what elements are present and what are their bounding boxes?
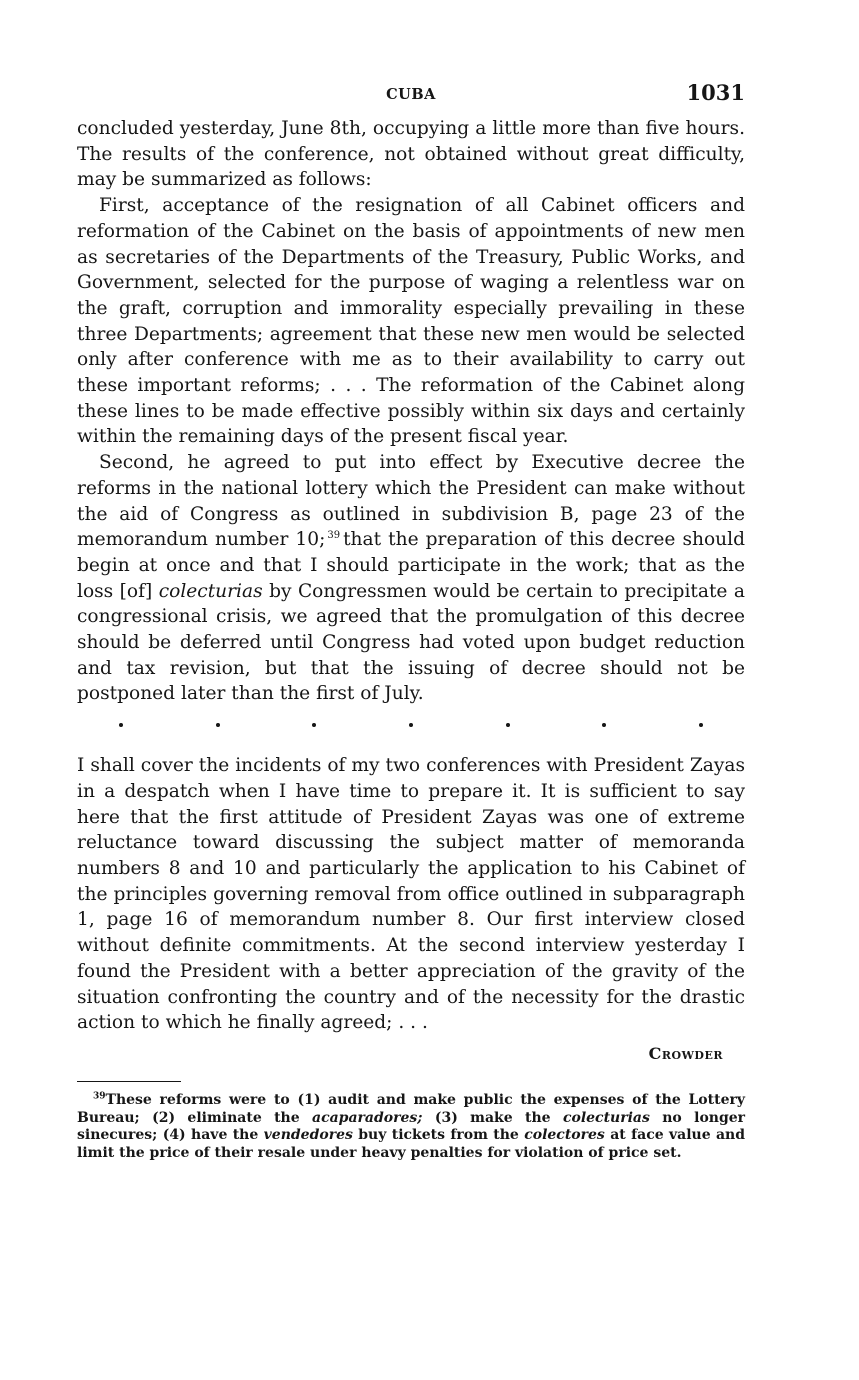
footnote-rule — [77, 1081, 181, 1083]
paragraph-text: Second, he agreed to put into effect by Executive decree the reforms in the national lottery which the President can make without the aid of Congress as outlined in subdivision B, page 23 of the memorandum number 10; — [77, 452, 745, 551]
ellipsis-dot — [506, 723, 510, 727]
ellipsis-dot — [409, 723, 413, 727]
paragraph-continuation: concluded yesterday, June 8th, occupying a little more than five hours. The results of the conference, not obtained without great difficulty, may be summarized as follows: — [77, 118, 745, 191]
italic-term: vendedores — [263, 1127, 353, 1144]
paragraph-second-point — [77, 450, 745, 707]
ellipsis-dot — [119, 723, 123, 727]
italic-term: acaparadores; — [312, 1109, 423, 1126]
footnote-segment: at face value and limit the price of their resale under heavy penalties for violation of price set. — [77, 1127, 746, 1161]
running-head — [77, 80, 745, 116]
ellipsis-dot — [216, 723, 220, 727]
paragraph-text: that the preparation of this decree should begin at once and that I should participate in the work; that as the loss [of] — [77, 529, 745, 602]
ellipsis-divider — [77, 723, 745, 737]
footnote-segment: buy tickets from the — [358, 1127, 519, 1144]
paragraph-text: by Congressmen would be certain to precipitate a congressional crisis, we agreed that the promulgation of this decree should be deferred until Congress had voted upon budget reduction and tax revision, but that the issuing of decree should not be postponed later than the first of July. — [77, 580, 745, 705]
footnote-reference: 39 — [327, 530, 341, 542]
document-page — [77, 80, 745, 1162]
page-number: 1031 — [686, 80, 745, 105]
body-text — [77, 116, 745, 1036]
signature: Crowder — [648, 1043, 723, 1063]
ellipsis-dot — [602, 723, 606, 727]
ellipsis-dot — [312, 723, 316, 727]
footnote-segment: no longer sinecures; (4) have the — [77, 1109, 746, 1144]
footnote-text — [77, 1092, 745, 1162]
italic-term: colectores — [524, 1127, 605, 1144]
italic-term: colecturias — [562, 1109, 650, 1126]
footnote — [77, 1092, 745, 1162]
ellipsis-dot — [699, 723, 703, 727]
paragraph-conferences: I shall cover the incidents of my two conferences with President Zayas in a despatch when I have time to prepare it. It is sufficient to say here that the first attitude of President Zayas was one of extreme reluctance toward discussing the subject matter of memoranda numbers 8 and 10 and particularly the application to his Cabinet of the principles governing removal from office outlined in subparagraph 1, page 16 of memorandum number 8. Our first interview closed without definite commitments. At the second interview yesterday I found the President with a better appreciation of the gravity of the situation confronting the country and of the necessity for the drastic action to which he finally agreed; . . . — [77, 755, 745, 1034]
italic-term: colecturias — [158, 580, 263, 602]
footnote-segment: These reforms were to (1) audit and make public the expenses of the Lottery Bureau; (2) eliminate the — [77, 1092, 745, 1126]
paragraph-first-point: First, acceptance of the resignation of all Cabinet officers and reformation of the Cabinet on the basis of appointments of new men as secretaries of the Departments of the Treasury, Public Works, and Government, selected for the purpose of waging a relentless war on the graft, corruption and immorality especially prevailing in these three Departments; agreement that these new men would be selected only after conference with me as to their availability to carry out these important reforms; . . . The reformation of the Cabinet along these lines to be made effective possibly within six days and certainly within the remaining days of the present fiscal year. — [77, 195, 745, 448]
running-title: CUBA — [386, 86, 436, 103]
footnote-segment: (3) make the — [434, 1109, 551, 1126]
footnote-marker: 39 — [93, 1091, 106, 1102]
